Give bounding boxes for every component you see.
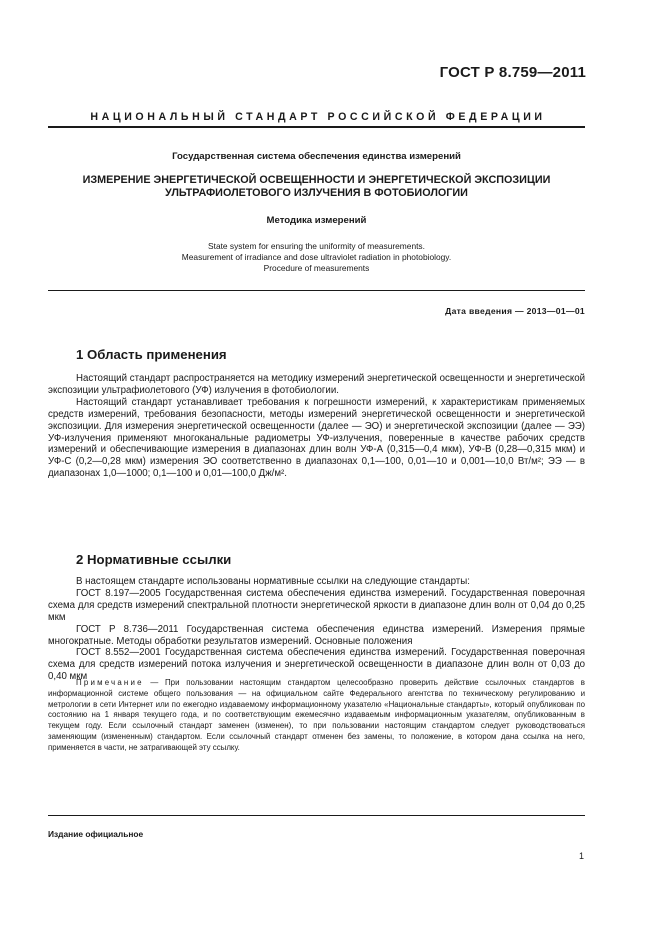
english-title-line-2: Measurement of irradiance and dose ultraviolet radiation in photobiology. — [181, 252, 452, 263]
title-line-1: ИЗМЕРЕНИЕ ЭНЕРГЕТИЧЕСКОЙ ОСВЕЩЕННОСТИ И ЭНЕРГЕТИЧЕСКОЙ ЭКСПОЗИЦИИ — [82, 174, 551, 186]
english-title-line-3: Procedure of measurements — [263, 263, 370, 274]
section-2-body — [48, 576, 585, 683]
introduction-date: Дата введения — 2013—01—01 — [445, 306, 585, 316]
section-1-paragraph-1: Настоящий стандарт распространяется на методику измерений энергетической освещенности и энергетической экспозиции ультрафиолетового (УФ) излучения в фотобиологии. — [48, 373, 585, 396]
section-2-heading: 2 Нормативные ссылки — [76, 552, 232, 567]
document-title — [48, 174, 585, 200]
note-text: — При пользовании настоящим стандартом целесообразно проверить действие ссылочных стандартов в информационной системе общего пользования — на официальном сайте Федерального агентства по техническому регулированию и метрологии в сети Интернет или по ежегодно издаваемому информационному указателю «Национальные стандарты», который опубликован по состоянию на 1 января текущего года, и по соответствующим ежемесячно издаваемым информационным указателям, опубликованным в текущем году. Если ссылочный стандарт заменен (изменен), то при пользовании настоящим стандартом следует руководствоваться заменяющим (измененным) стандартом. Если ссылочный стандарт отменен без замены, то положение, в котором дана ссылка на него, применяется в части, не затрагивающей эту ссылку. — [48, 678, 585, 752]
english-title-line-1: State system for ensuring the uniformity of measurements. — [208, 241, 425, 251]
note-label: Примечание — [76, 678, 144, 687]
reference-gost-r-8-736: ГОСТ Р 8.736—2011 Государственная система обеспечения единства измерений. Измерения прямые многократные. Методы обработки результатов измерений. Основные положения — [48, 623, 585, 647]
section-1-paragraph-2: Настоящий стандарт устанавливает требования к погрешности измерений, к характеристикам применяемых средств измерений, требования безопасности, методы измерений энергетической освещенности и энергетической экспозиции. Для измерения энергетической освещенности (далее — ЭО) и энергетической экспозиции (далее — ЭЭ) УФ-излучения применяют многоканальные радиометры УФ-излучения, поверенные в качестве рабочих средств измерений и обеспечивающие измерения в диапазонах длин волн УФ-А (0,315—0,4 мкм), УФ-В (0,28—0,315 мкм) и УФ-С (0,2—0,28 мкм) измерения ЭО соответственно в диапазонах 0,1—100, 0,01—10 и 0,001—10,0 Вт/м²; ЭЭ — в диапазонах 1,0—1000; 0,1—100 и 0,01—100,0 Дж/м². — [48, 396, 585, 480]
section-1-heading: 1 Область применения — [76, 347, 227, 362]
header-rule — [48, 126, 585, 128]
english-title — [48, 241, 585, 275]
section-1-body — [48, 373, 585, 480]
national-standard-banner: НАЦИОНАЛЬНЫЙ СТАНДАРТ РОССИЙСКОЙ ФЕДЕРАЦИИ — [90, 111, 546, 123]
title-line-2: УЛЬТРАФИОЛЕТОВОГО ИЗЛУЧЕНИЯ В ФОТОБИОЛОГИИ — [165, 187, 468, 199]
section-2-intro: В настоящем стандарте использованы нормативные ссылки на следующие стандарты: — [76, 576, 470, 587]
footer-rule — [48, 815, 585, 816]
reference-gost-8-197: ГОСТ 8.197—2005 Государственная система обеспечения единства измерений. Государственная поверочная схема для средств измерений спектральной плотности энергетической яркости в диапазоне длин волн от 0,04 до 0,25 мкм — [48, 587, 585, 623]
document-code: ГОСТ Р 8.759—2011 — [439, 64, 586, 81]
title-rule — [48, 290, 585, 291]
document-subtitle: Методика измерений — [266, 215, 367, 226]
official-edition-label: Издание официальное — [48, 829, 144, 839]
note-block — [48, 678, 585, 754]
page-number: 1 — [578, 851, 584, 861]
reference-gost-8-552: ГОСТ 8.552—2001 Государственная система обеспечения единства измерений. Государственная поверочная схема для средств измерений потока излучения и энергетической освещенности в диапазоне длин волн от 0,03 до 0,40 мкм — [48, 647, 585, 683]
standard-system-name: Государственная система обеспечения единства измерений — [172, 151, 461, 162]
